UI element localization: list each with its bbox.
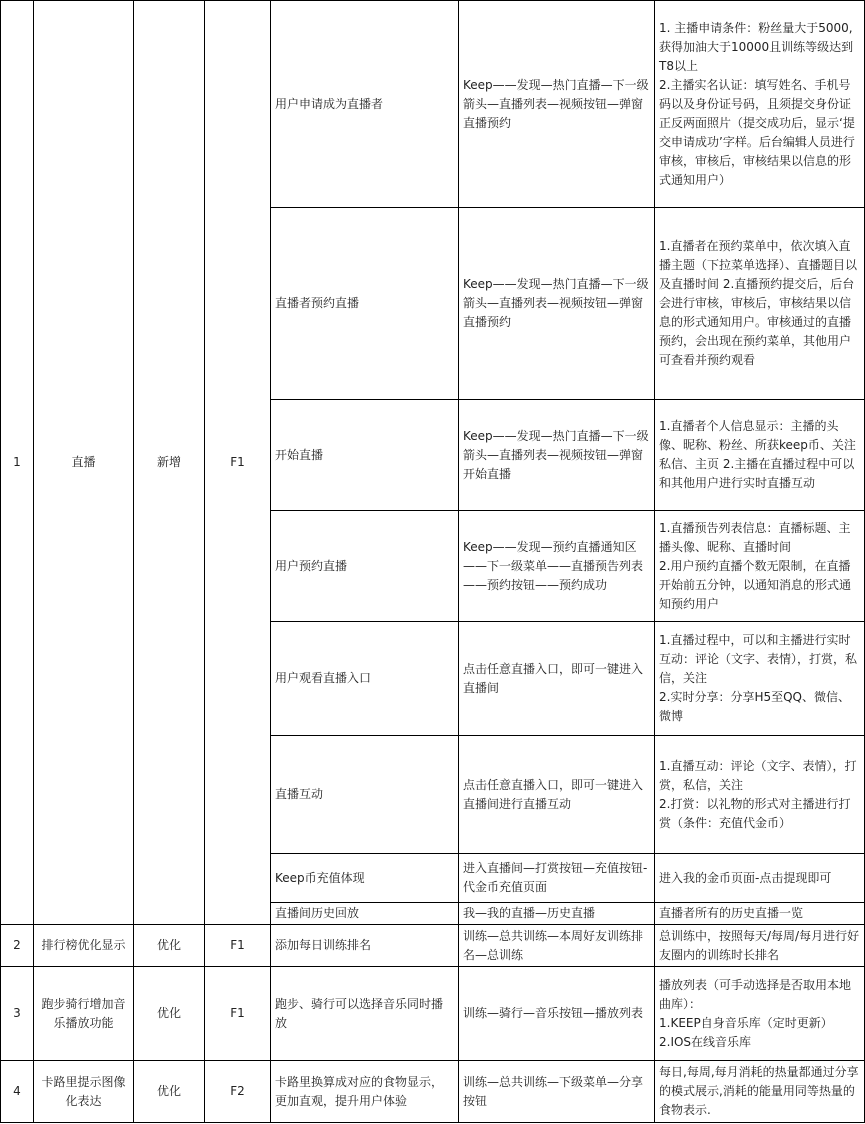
row-number: 1: [1, 1, 34, 925]
feature-name: 用户观看直播入口: [271, 622, 459, 736]
feature-name: 卡路里换算成对应的食物显示，更加直观，提升用户体验: [271, 1061, 459, 1123]
feature-name: 跑步、骑行可以选择音乐同时播放: [271, 967, 459, 1061]
feature-name: Keep币充值体现: [271, 854, 459, 903]
priority: F2: [205, 1061, 271, 1123]
operation-path: 训练—骑行—音乐按钮—播放列表: [459, 967, 655, 1061]
table-row: [1, 1, 865, 208]
feature-description: 进入我的金币页面-点击提现即可: [655, 854, 865, 903]
operation-path: 点击任意直播入口，即可一键进入直播间: [459, 622, 655, 736]
operation-path: 进入直播间—打赏按钮—充值按钮-代金币充值页面: [459, 854, 655, 903]
feature-description: 1.直播者个人信息显示：主播的头像、昵称、粉丝、所获keep币、关注私信、主页 2.主播在直播过程中可以和其他用户进行实时直播互动: [655, 400, 865, 511]
priority: F1: [205, 1, 271, 925]
feature-name: 直播者预约直播: [271, 208, 459, 400]
feature-description: 1.直播者在预约菜单中，依次填入直播主题（下拉菜单选择）、直播题目以及直播时间 2.直播预约提交后，后台会进行审核，审核后，审核结果以信息的形式通知用户。审核通过的直播预约，会出现在预约菜单，其他用户可查看并预约观看: [655, 208, 865, 400]
module-name: 排行榜优化显示: [34, 925, 134, 967]
operation-path: 训练—总共训练—下级菜单—分享按钮: [459, 1061, 655, 1123]
feature-name: 直播互动: [271, 736, 459, 854]
feature-description: 每日,每周,每月消耗的热量都通过分享的模式展示,消耗的能量用同等热量的食物表示.: [655, 1061, 865, 1123]
feature-description: 1.直播预告列表信息：直播标题、主播头像、昵称、直播时间 2.用户预约直播个数无限制，在直播开始前五分钟，以通知消息的形式通知预约用户: [655, 511, 865, 622]
operation-path: Keep——发现—预约直播通知区——下一级菜单——直播预告列表——预约按钮——预约成功: [459, 511, 655, 622]
operation-path: 我—我的直播—历史直播: [459, 903, 655, 925]
priority: F1: [205, 967, 271, 1061]
change-type: 优化: [134, 925, 205, 967]
row-number: 3: [1, 967, 34, 1061]
row-number: 2: [1, 925, 34, 967]
operation-path: 训练—总共训练—本周好友训练排名—总训练: [459, 925, 655, 967]
module-name: 跑步骑行增加音乐播放功能: [34, 967, 134, 1061]
module-name: 卡路里提示图像化表达: [34, 1061, 134, 1123]
feature-name: 用户申请成为直播者: [271, 1, 459, 208]
priority: F1: [205, 925, 271, 967]
feature-name: 开始直播: [271, 400, 459, 511]
change-type: 优化: [134, 967, 205, 1061]
table-row: [1, 1061, 865, 1123]
feature-description: 1. 主播申请条件：粉丝量大于5000,获得加油大于10000且训练等级达到T8以上 2.主播实名认证：填写姓名、手机号码以及身份证号码，且须提交身份证正反两面照片（提交成功后，显示‘提交申请成功’字样。后台编辑人员进行审核，审核后，审核结果以信息的形式通知用户）: [655, 1, 865, 208]
operation-path: Keep——发现—热门直播—下一级箭头—直播列表—视频按钮—弹窗直播预约: [459, 208, 655, 400]
operation-path: Keep——发现—热门直播—下一级箭头—直播列表—视频按钮—弹窗直播预约: [459, 1, 655, 208]
feature-description: 总训练中，按照每天/每周/每月进行好友圈内的训练时长排名: [655, 925, 865, 967]
module-name: 直播: [34, 1, 134, 925]
feature-name: 直播间历史回放: [271, 903, 459, 925]
feature-name: 添加每日训练排名: [271, 925, 459, 967]
feature-description: 直播者所有的历史直播一览: [655, 903, 865, 925]
operation-path: 点击任意直播入口，即可一键进入直播间进行直播互动: [459, 736, 655, 854]
operation-path: Keep——发现—热门直播—下一级箭头—直播列表—视频按钮—弹窗开始直播: [459, 400, 655, 511]
table-row: [1, 967, 865, 1061]
feature-description: 播放列表（可手动选择是否取用本地曲库）： 1.KEEP自身音乐库（定时更新） 2.IOS在线音乐库: [655, 967, 865, 1061]
change-type: 优化: [134, 1061, 205, 1123]
feature-description: 1.直播过程中，可以和主播进行实时互动：评论（文字、表情），打赏，私信，关注 2.实时分享：分享H5至QQ、微信、微博: [655, 622, 865, 736]
change-type: 新增: [134, 1, 205, 925]
feature-name: 用户预约直播: [271, 511, 459, 622]
table-row: [1, 925, 865, 967]
feature-description: 1.直播互动：评论（文字、表情），打赏，私信，关注 2.打赏：以礼物的形式对主播进行打赏（条件：充值代金币）: [655, 736, 865, 854]
row-number: 4: [1, 1061, 34, 1123]
